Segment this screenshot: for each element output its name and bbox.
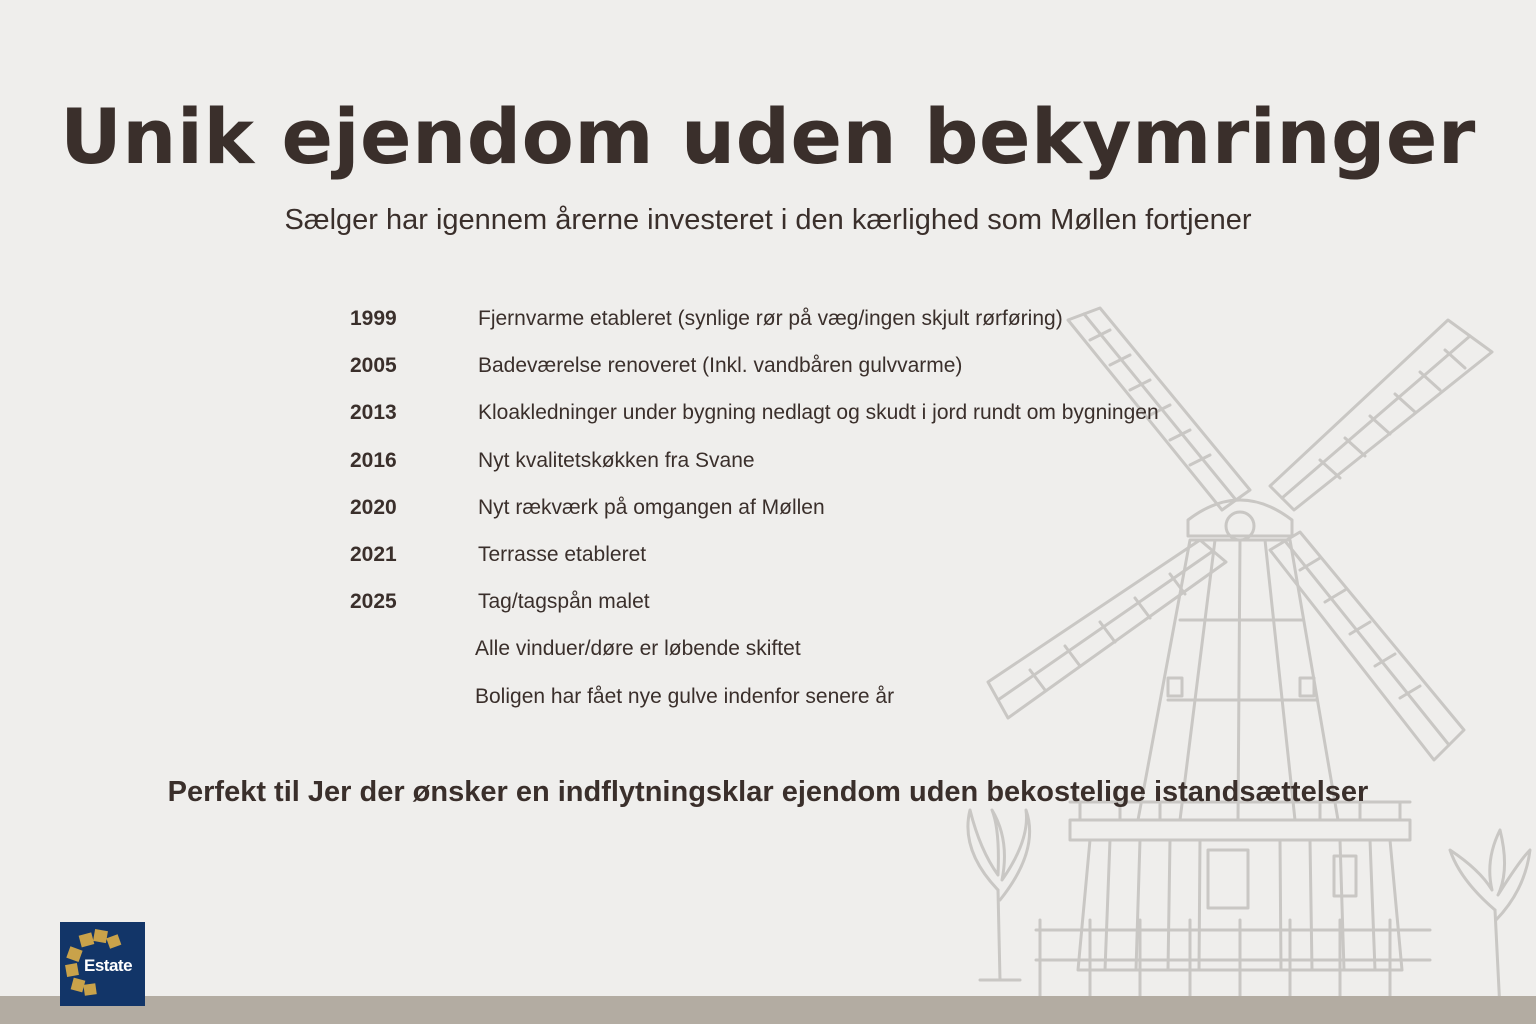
timeline-item [350,491,1250,538]
estate-logo [60,922,145,1006]
timeline-item [350,396,1250,443]
timeline-text: Nyt kvalitetskøkken fra Svane [478,448,755,472]
timeline-text: Tag/tagspån malet [478,590,650,614]
tagline: Perfekt til Jer der ønsker en indflytningsklar ejendom uden bekostelige istandsættelser [167,776,1369,808]
timeline-year: 2025 [350,590,397,614]
timeline-year: 2020 [350,495,397,519]
timeline-text: Boligen har fået nye gulve indenfor senere år [475,684,895,708]
footer-bar [0,996,1536,1024]
timeline-item [350,680,1250,727]
timeline-year: 2005 [350,354,397,378]
timeline-text: Fjernvarme etableret (synlige rør på væg/ingen skjult rørføring) [478,307,1063,330]
renovation-timeline [350,302,1250,727]
timeline-text: Badeværelse renoveret (Inkl. vandbåren gulvvarme) [478,354,963,378]
page-subtitle: Sælger har igennem årerne investeret i den kærlighed som Møllen fortjener [284,204,1252,236]
timeline-item [350,444,1250,491]
timeline-year: 2021 [350,542,397,566]
timeline-text: Alle vinduer/døre er løbende skiftet [475,637,801,661]
timeline-text: Terrasse etableret [478,542,647,566]
timeline-item [350,302,1250,349]
timeline-text: Nyt rækværk på omgangen af Møllen [478,495,825,519]
estate-logo-text: Estate [84,956,133,975]
timeline-item [350,632,1250,679]
timeline-year: 1999 [350,307,397,330]
page-title: Unik ejendom uden bekymringer [60,92,1476,181]
timeline-item [350,349,1250,396]
timeline-item [350,538,1250,585]
timeline-text: Kloakledninger under bygning nedlagt og skudt i jord rundt om bygningen [478,401,1159,425]
timeline-year: 2016 [350,448,397,472]
timeline-item [350,585,1250,632]
timeline-year: 2013 [350,401,397,425]
